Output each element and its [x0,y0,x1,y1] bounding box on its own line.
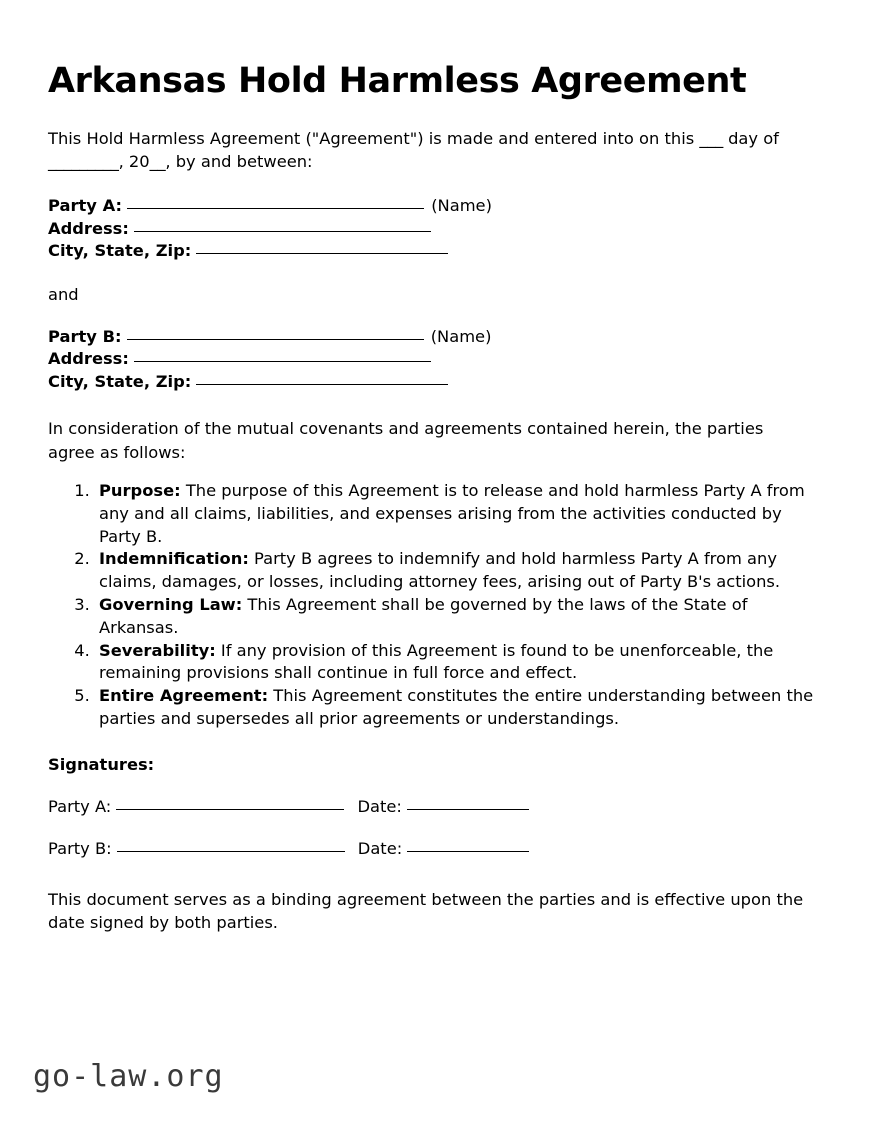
signature-party-b-date-field[interactable] [407,838,529,852]
consideration-paragraph: In consideration of the mutual covenants and agreements contained herein, the parties agree as follows: [48,419,764,462]
clause-text: Party B agrees to indemnify and hold harmless Party A from any claims, damages, or losses, including attorney fees, arising out of Party B's actions. [99,549,781,592]
party-b-block [48,326,818,393]
party-b-address-field[interactable] [134,348,431,362]
signature-party-a-date-field[interactable] [407,796,529,810]
party-b-city-label: City, State, Zip: [48,371,192,391]
clause-item [95,685,818,731]
and-connector: and [48,284,79,304]
party-a-name-label: Party A: [48,196,122,216]
intro-paragraph [48,127,818,173]
clause-text: This Agreement shall be governed by the laws of the State of Arkansas. [99,595,748,637]
signatures-heading: Signatures: [48,754,155,774]
party-b-city-field[interactable] [196,371,448,385]
clause-heading: Indemnification: [99,549,249,569]
party-a-name-field[interactable] [127,195,424,209]
site-watermark: go-law.org [33,1059,224,1094]
clause-list [48,480,818,731]
signature-row-party-b [48,838,818,858]
party-b-address-label: Address: [48,349,129,369]
signature-party-b-field[interactable] [117,838,345,852]
party-a-block [48,195,818,262]
clause-item [95,548,818,594]
party-a-city-label: City, State, Zip: [48,241,192,261]
signature-party-a-date-label: Date: [357,796,402,816]
signature-party-b-date-label: Date: [357,838,403,858]
clause-item [95,594,818,640]
clause-item [95,480,818,548]
party-b-name-label: Party B: [48,326,122,346]
party-a-city-row [48,240,818,262]
page-title: Arkansas Hold Harmless Agreement [48,61,747,101]
clause-heading: Purpose: [99,480,181,500]
clause-heading: Severability: [99,640,216,660]
party-a-name-row [48,195,818,217]
party-b-name-row [48,326,818,348]
party-a-name-hint: (Name) [431,196,492,216]
year-blank: __ [149,152,166,172]
party-b-city-row [48,371,818,393]
signature-row-party-a [48,796,818,816]
clause-heading: Entire Agreement: [99,686,269,706]
signature-party-b-label: Party B: [48,838,112,858]
intro-text-part4: , by and between: [165,152,313,172]
party-b-name-field[interactable] [127,326,424,340]
signature-party-a-label: Party A: [48,796,112,816]
intro-text-part3: , 20 [118,152,150,172]
intro-text-part2: day of [722,129,779,149]
clause-item [95,640,818,686]
month-blank: _________ [48,152,119,172]
clause-text: If any provision of this Agreement is found to be unenforceable, the remaining provisions shall continue in full force and effect. [99,640,774,683]
party-b-address-row [48,348,818,370]
party-a-address-row [48,218,818,240]
party-a-city-field[interactable] [196,240,448,254]
party-b-name-hint: (Name) [430,326,492,346]
party-a-address-label: Address: [48,218,129,238]
clause-text: This Agreement constitutes the entire understanding between the parties and supersedes all prior agreements or understandings. [99,686,814,729]
signature-party-a-field[interactable] [116,796,344,810]
intro-text-part1: This Hold Harmless Agreement ("Agreement") is made and entered into on this [48,129,700,149]
party-a-address-field[interactable] [134,218,431,232]
closing-paragraph: This document serves as a binding agreement between the parties and is effective upon the date signed by both parties. [48,889,804,933]
clause-text: The purpose of this Agreement is to release and hold harmless Party A from any and all claims, liabilities, and expenses arising from the activities conducted by Party B. [99,480,805,546]
day-blank: ___ [699,129,723,149]
clause-heading: Governing Law: [99,595,243,615]
